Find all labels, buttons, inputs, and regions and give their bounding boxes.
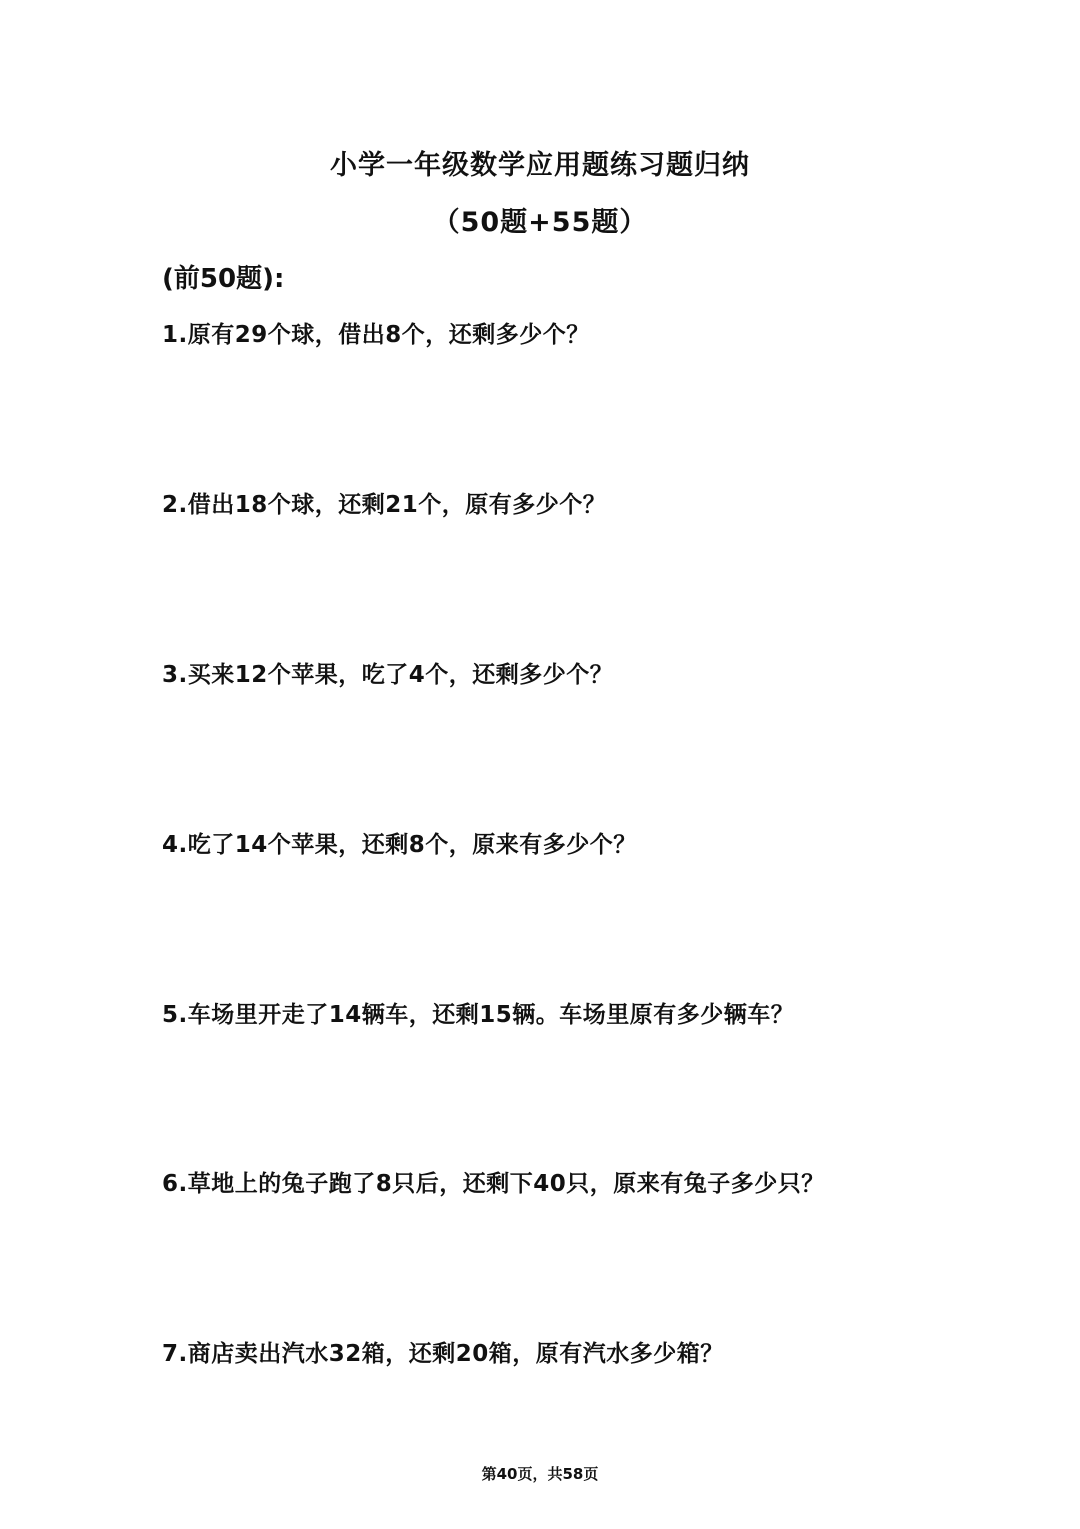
question-4: 4.吃了14个苹果，还剩8个，原来有多少个？ — [162, 832, 637, 858]
section-heading: (前50题): — [162, 264, 285, 294]
page-footer: 第40页，共58页 — [481, 1465, 599, 1483]
document-title: 小学一年级数学应用题练习题归纳 — [330, 150, 750, 181]
question-2: 2.借出18个球，还剩21个，原有多少个？ — [162, 492, 607, 518]
document-subtitle: （50题+55题） — [432, 207, 648, 238]
question-6: 6.草地上的兔子跑了8只后，还剩下40只，原来有兔子多少只？ — [162, 1171, 825, 1197]
question-3: 3.买来12个苹果，吃了4个，还剩多少个？ — [162, 662, 614, 688]
question-1: 1.原有29个球，借出8个，还剩多少个？ — [162, 322, 590, 348]
question-7: 7.商店卖出汽水32箱，还剩20箱，原有汽水多少箱？ — [162, 1341, 724, 1367]
question-5: 5.车场里开走了14辆车，还剩15辆。车场里原有多少辆车？ — [162, 1002, 795, 1028]
